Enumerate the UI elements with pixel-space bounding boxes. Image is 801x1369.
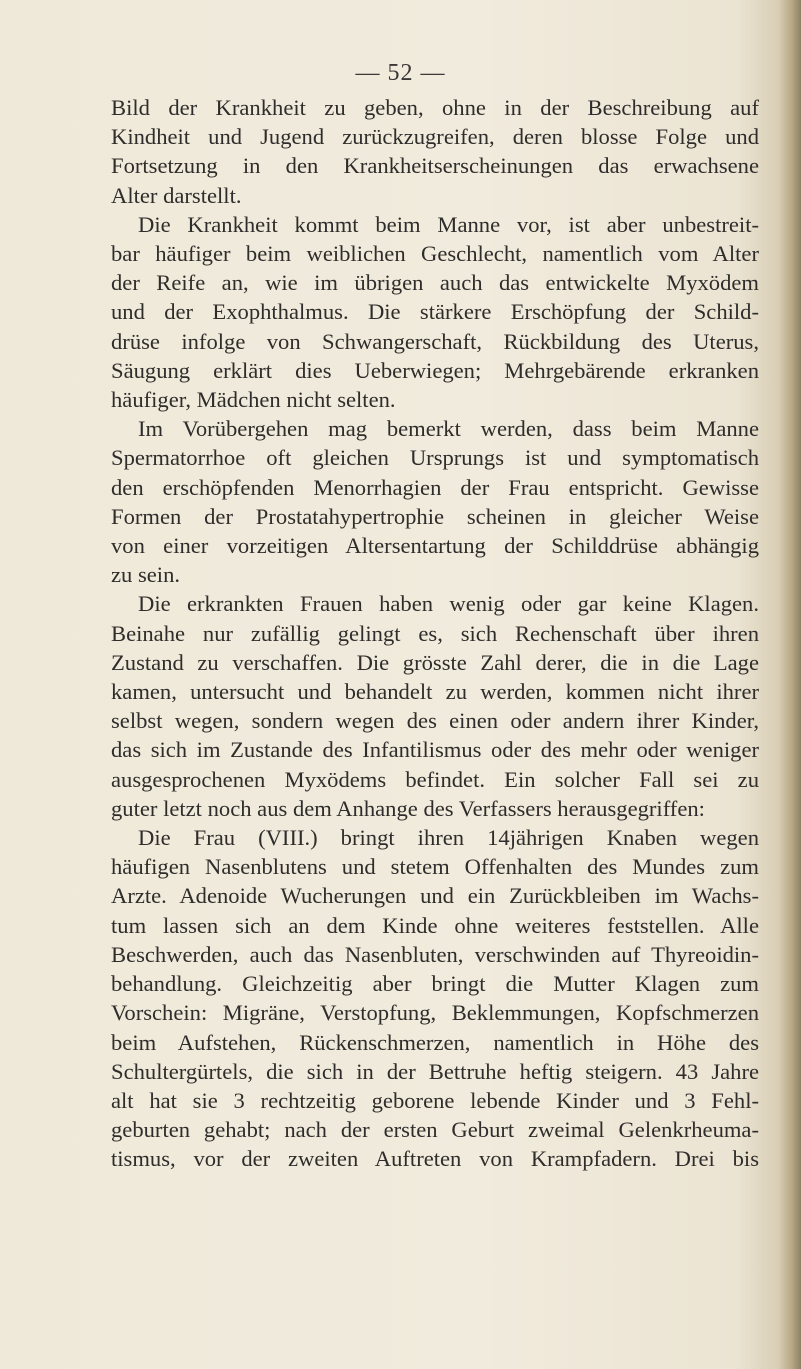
text-line: alt hat sie 3 rechtzeitig geborene lebende Kinder und 3 Fehl-	[111, 1087, 759, 1113]
text-line: Fortsetzung in den Krankheitserscheinungen das erwachsene	[111, 153, 759, 179]
page-number: — 52 —	[355, 60, 446, 86]
text-line: beim Aufstehen, Rückenschmerzen, namentlich in Höhe des	[111, 1029, 759, 1055]
text-line: Arzte. Adenoide Wucherungen und ein Zurückbleiben im Wachs-	[111, 883, 759, 909]
text-line: Beschwerden, auch das Nasenbluten, verschwinden auf Thyreoidin-	[111, 941, 759, 967]
text-line: bar häufiger beim weiblichen Geschlecht, namentlich vom Alter	[111, 241, 759, 267]
text-line: Vorschein: Migräne, Verstopfung, Beklemmungen, Kopfschmerzen	[111, 1000, 759, 1026]
text-line: behandlung. Gleichzeitig aber bringt die Mutter Klagen zum	[111, 971, 759, 997]
text-line: Kindheit und Jugend zurückzugreifen, deren blosse Folge und	[111, 124, 759, 150]
text-line: Schultergürtels, die sich in der Bettruhe heftig steigern. 43 Jahre	[111, 1058, 759, 1084]
text-line: ausgesprochenen Myxödems befindet. Ein solcher Fall sei zu	[111, 766, 759, 792]
text-line: Bild der Krankheit zu geben, ohne in der Beschreibung auf	[111, 95, 759, 120]
paragraph-5	[111, 823, 759, 1173]
body-text	[111, 93, 759, 1174]
text-line: selbst wegen, sondern wegen des einen oder andern ihrer Kinder,	[111, 708, 759, 734]
text-line: Im Vorübergehen mag bemerkt werden, dass beim Manne	[138, 416, 759, 442]
text-line: Die erkrankten Frauen haben wenig oder gar keine Klagen.	[138, 591, 759, 617]
text-line: Spermatorrhoe oft gleichen Ursprungs ist und symptomatisch	[111, 445, 759, 471]
text-line: von einer vorzeitigen Altersentartung der Schilddrüse abhängig	[111, 533, 759, 559]
text-line: geburten gehabt; nach der ersten Geburt zweimal Gelenkrheuma-	[111, 1117, 759, 1143]
paragraph-1	[111, 93, 759, 210]
text-line: guter letzt noch aus dem Anhange des Verfassers herausgegriffen:	[111, 795, 705, 821]
text-line: häufiger, Mädchen nicht selten.	[111, 387, 396, 413]
text-line: häufigen Nasenblutens und stetem Offenhalten des Mundes zum	[111, 854, 759, 880]
text-line: den erschöpfenden Menorrhagien der Frau entspricht. Gewisse	[111, 474, 759, 500]
text-line: tismus, vor der zweiten Auftreten von Krampfadern. Drei bis	[111, 1146, 759, 1172]
text-line: Die Frau (VIII.) bringt ihren 14jährigen Knaben wegen	[138, 825, 759, 851]
text-line: Formen der Prostatahypertrophie scheinen in gleicher Weise	[111, 503, 759, 529]
text-line: drüse infolge von Schwangerschaft, Rückbildung des Uterus,	[111, 328, 759, 354]
text-line: kamen, untersucht und behandelt zu werden, kommen nicht ihrer	[111, 679, 759, 705]
text-line: tum lassen sich an dem Kinde ohne weiteres feststellen. Alle	[111, 912, 759, 938]
text-line: Die Krankheit kommt beim Manne vor, ist aber unbestreit-	[138, 211, 759, 237]
text-line: das sich im Zustande des Infantilismus oder des mehr oder weniger	[111, 737, 759, 763]
text-line: Alter darstellt.	[111, 182, 242, 208]
paragraph-3	[111, 414, 759, 589]
text-line: Säugung erklärt dies Ueberwiegen; Mehrgebärende erkranken	[111, 357, 759, 383]
text-line: zu sein.	[111, 562, 181, 588]
paragraph-4	[111, 589, 759, 823]
text-line: Zustand zu verschaffen. Die grösste Zahl derer, die in die Lage	[111, 649, 759, 675]
text-line: und der Exophthalmus. Die stärkere Erschöpfung der Schild-	[111, 299, 759, 325]
page-edge-shadow	[779, 0, 801, 1369]
text-line: der Reife an, wie im übrigen auch das entwickelte Myxödem	[111, 270, 759, 296]
text-line: Beinahe nur zufällig gelingt es, sich Rechenschaft über ihren	[111, 620, 759, 646]
paragraph-2	[111, 210, 759, 414]
